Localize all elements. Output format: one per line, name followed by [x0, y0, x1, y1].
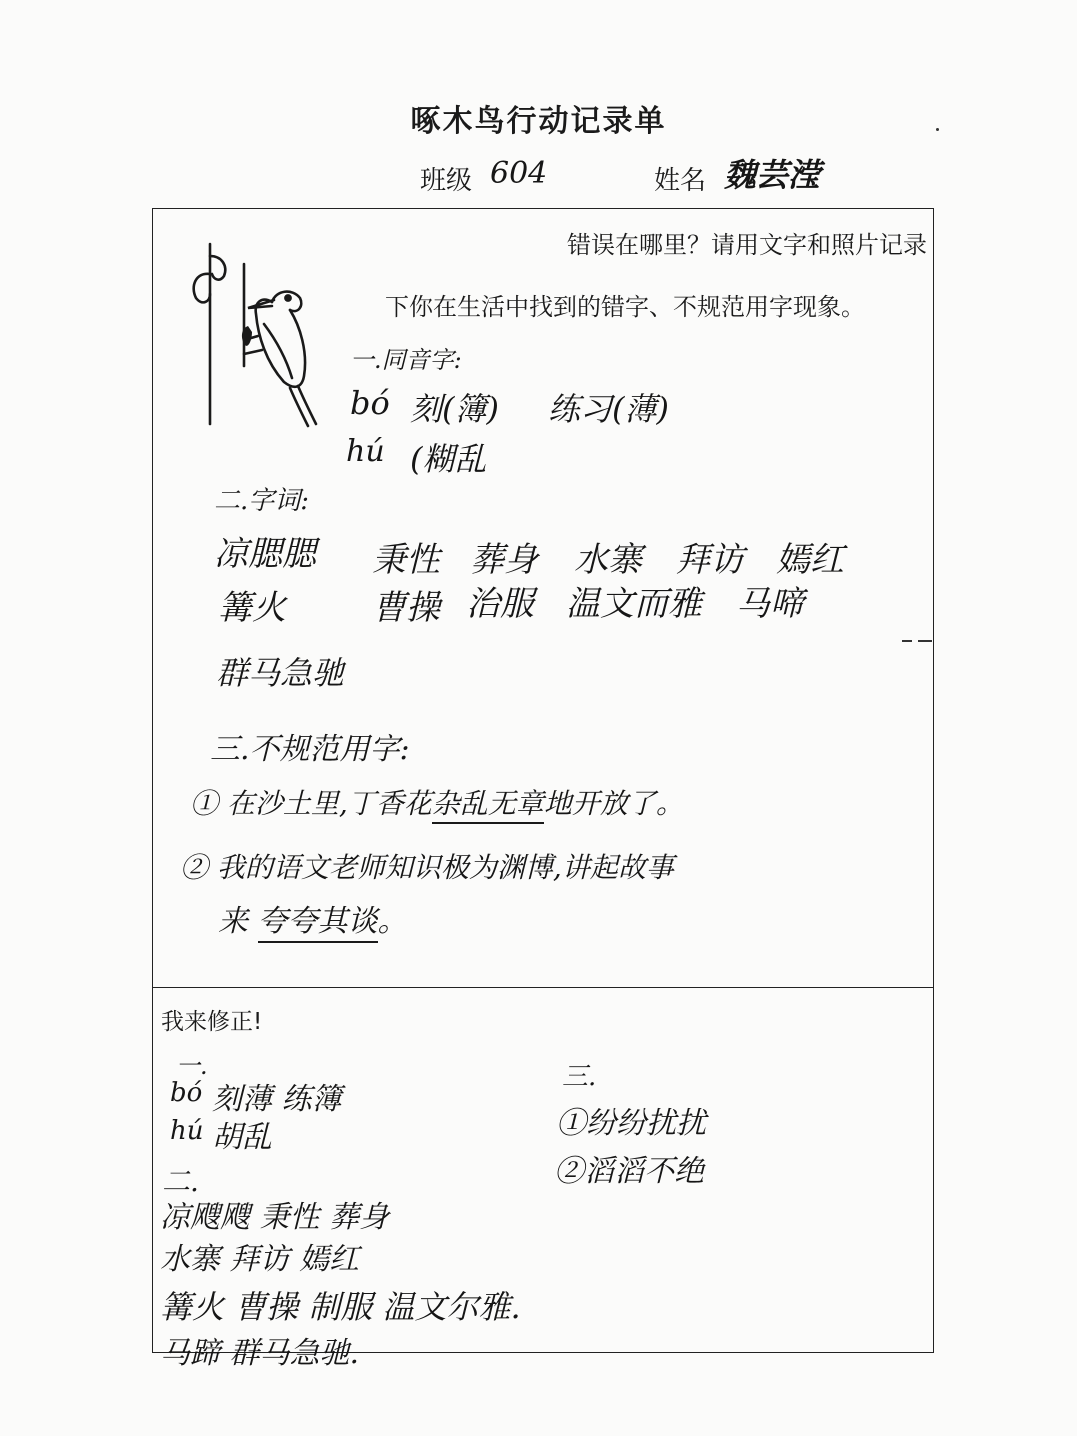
worksheet-title: 啄木鸟行动记录单	[410, 104, 667, 139]
student-name: 魏芸滢	[724, 156, 821, 194]
underlined-idiom: 杂乱无章	[432, 787, 544, 824]
word-item: 曹操	[372, 588, 440, 628]
class-value: 604	[490, 156, 548, 191]
homophone-wrong-1: 刻(簿)	[410, 390, 499, 428]
sentence-text: 在沙土里,丁香花	[226, 787, 432, 820]
fix-section-2-heading: 二.	[162, 1165, 199, 1198]
sentence-text: 来	[218, 904, 248, 939]
prompt-line-2: 下你在生活中找到的错字、不规范用字现象。	[385, 293, 865, 321]
word-item: 拜访	[676, 540, 744, 580]
homophone-wrong-3: (糊乱	[410, 440, 487, 478]
fix-text: ①纷纷扰扰	[556, 1106, 706, 1141]
word-item: 篝火	[218, 588, 286, 628]
word-item: 秉性	[372, 540, 440, 580]
name-label: 姓名	[654, 166, 707, 196]
nonstandard-item-2-cont	[218, 896, 408, 940]
fix-text: ②滔滔不绝	[554, 1154, 704, 1189]
paper-speck	[902, 640, 912, 642]
fix-section-1-heading: 一.	[176, 1052, 208, 1080]
word-item: 马啼	[736, 584, 804, 624]
fix-text: 篝火 曹操 制服 温文尔雅.	[160, 1288, 521, 1326]
fix-text: 马蹄 群马急驰.	[160, 1336, 360, 1371]
paper-speck	[936, 128, 939, 131]
item-marker: ①	[190, 787, 219, 820]
words-heading: 二.字词:	[214, 486, 310, 516]
pinyin-bo: bó	[350, 384, 390, 422]
fix-text: 刻薄 练簿	[212, 1082, 342, 1117]
nonstandard-heading: 三.不规范用字:	[210, 732, 410, 767]
fix-pinyin-bo: bó	[170, 1078, 203, 1108]
word-item: 温文而雅	[566, 584, 702, 624]
woodpecker-illustration	[186, 240, 326, 430]
sentence-text: 我的语文老师知识极为渊博,讲起故事	[216, 851, 674, 884]
homophone-wrong-2: 练习(薄)	[548, 390, 669, 428]
sentence-text: 。	[377, 904, 408, 939]
fix-pinyin-hu: hú	[170, 1116, 204, 1146]
prompt-line-1: 错误在哪里？请用文字和照片记录	[567, 231, 927, 259]
word-item: 治服	[466, 584, 534, 624]
underlined-idiom: 夸夸其谈	[258, 904, 378, 943]
paper-speck	[918, 640, 932, 642]
fix-text: 凉飕飕 秉性 葬身	[160, 1200, 390, 1235]
word-item: 群马急驰	[216, 654, 345, 692]
word-item: 水寨	[574, 540, 642, 580]
pinyin-hu: hú	[346, 434, 385, 469]
word-item: 葬身	[470, 540, 538, 580]
fix-section-3-heading: 三.	[562, 1062, 597, 1092]
class-label: 班级	[420, 166, 473, 196]
word-item: 嫣红	[776, 540, 844, 580]
nonstandard-item-1	[190, 782, 684, 822]
sentence-text: 地开放了。	[543, 787, 684, 820]
fix-text: 胡乱	[212, 1120, 272, 1155]
homophones-heading: 一.同音字:	[350, 346, 462, 374]
section-divider	[153, 987, 933, 988]
item-marker: ②	[180, 851, 209, 884]
nonstandard-item-2	[180, 846, 674, 886]
correction-heading: 我来修正!	[161, 1009, 263, 1035]
word-item: 凉腮腮	[214, 534, 316, 574]
fix-text: 水寨 拜访 嫣红	[160, 1242, 360, 1277]
